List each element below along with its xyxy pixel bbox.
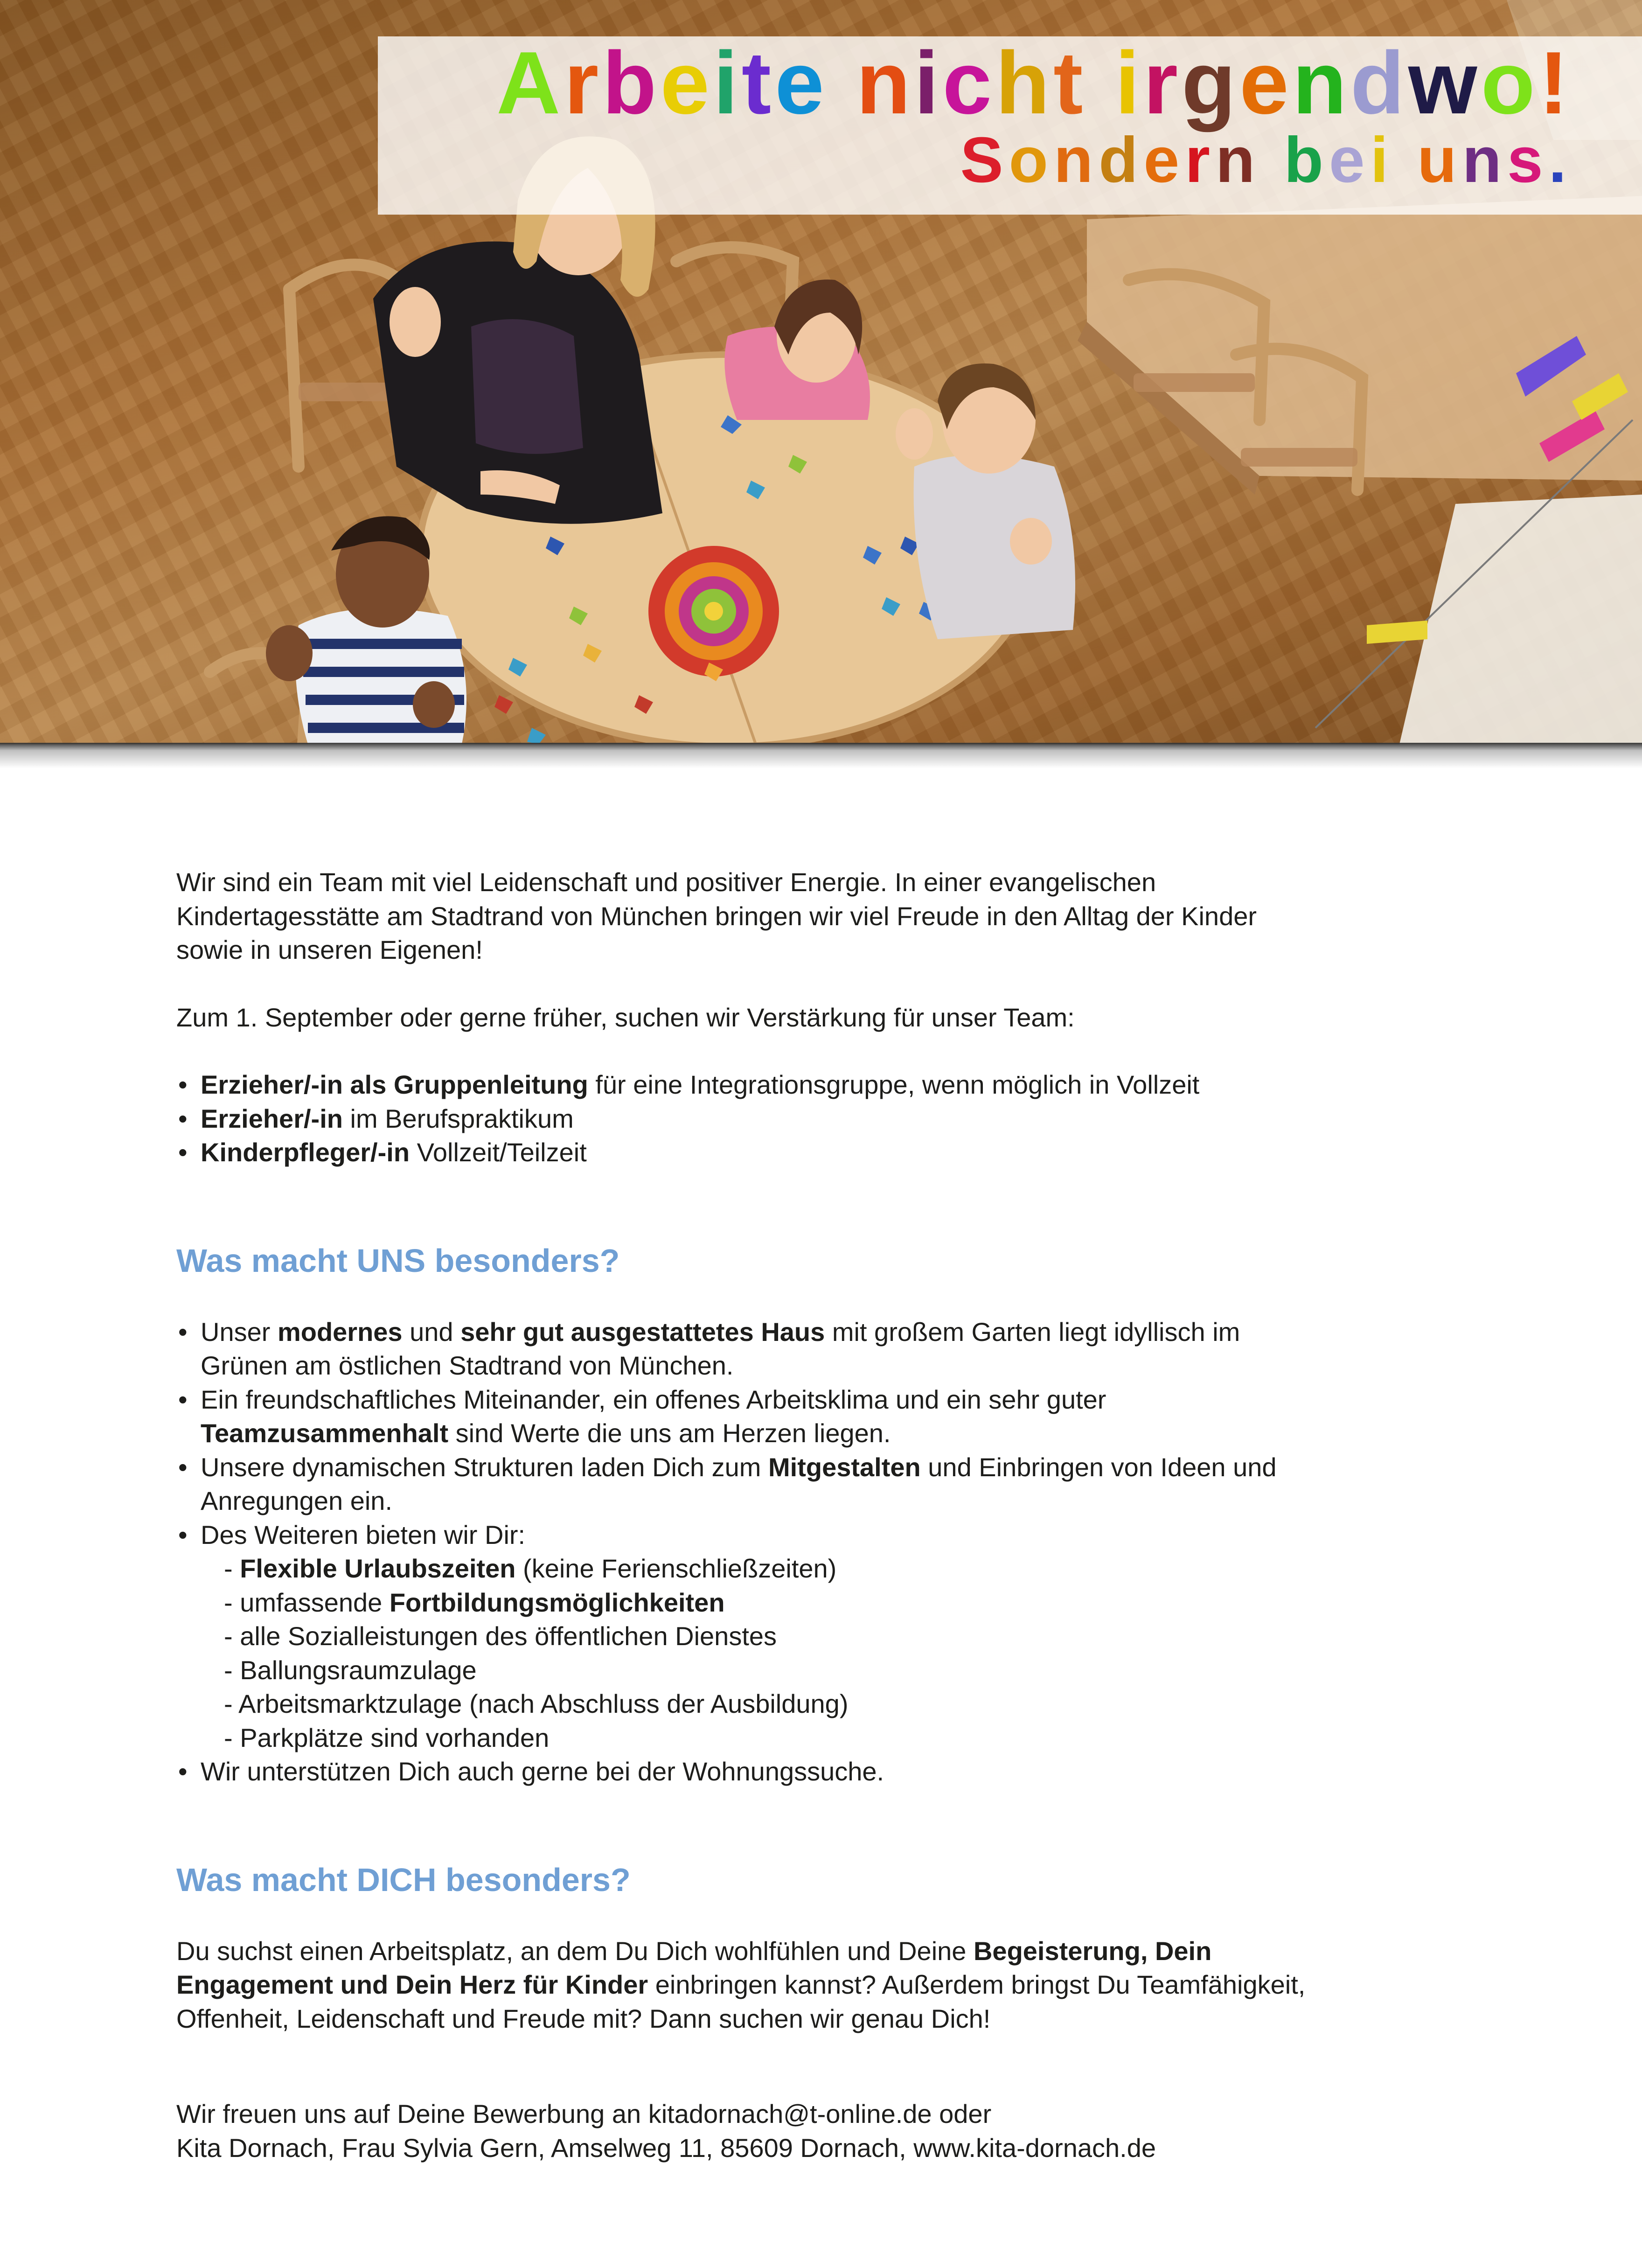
benefit-item: • Unsere dynamischen Strukturen laden Dich zum Mitgestalten und Einbringen von Ideen und Anregungen ein. (176, 1451, 1324, 1518)
sub-benefit-item: - Flexible Urlaubszeiten (keine Ferienschließzeiten) (224, 1554, 837, 1583)
headline-letter: b (602, 34, 661, 133)
headline-letter: i (713, 34, 742, 133)
headline-letter: d (1099, 124, 1144, 196)
headline-letter: e (1329, 124, 1371, 196)
headline-letter: e (660, 34, 714, 133)
headline-line-1 (496, 32, 1572, 134)
hero-shadow (0, 743, 1642, 768)
intro-paragraph: Wir sind ein Team mit viel Leidenschaft und positiver Energie. In einer evangelischen Kindertagesstätte am Stadtrand von München bringen wir viel Freude in den Alltag der Kinder sowie in unseren Eigenen! (176, 867, 1257, 964)
headline-letter: n (1292, 34, 1350, 133)
benefit-item: • Wir unterstützen Dich auch gerne bei der Wohnungssuche. (176, 1755, 1324, 1789)
job-ad-content (176, 865, 1324, 2165)
headline-letter: s (1507, 124, 1549, 196)
extra-benefits-list (201, 1552, 1324, 1755)
headline-letter: r (1143, 34, 1182, 133)
positions-list (176, 1068, 1324, 1170)
headline-letter: i (1370, 124, 1394, 196)
contact-line-1: Wir freuen uns auf Deine Bewerbung an kitadornach@t-online.de oder (176, 2099, 992, 2128)
headline-letter: i (1115, 34, 1144, 133)
sub-benefit-item: - Ballungsraumzulage (224, 1655, 477, 1685)
sub-benefit-item: - alle Sozialleistungen des öffentlichen Dienstes (224, 1621, 777, 1651)
headline-letter: A (496, 34, 564, 133)
headline-letter: r (564, 34, 603, 133)
position-item: • Erzieher/-in als Gruppenleitung für eine Integrationsgruppe, wenn möglich in Vollzeit (176, 1068, 1324, 1102)
headline-letter: w (1408, 34, 1481, 133)
section-heading-dich: Was macht DICH besonders? (176, 1861, 631, 1898)
headline-line-2 (960, 120, 1572, 200)
headline-letter: n (1462, 124, 1507, 196)
headline-letter: o (1481, 34, 1539, 133)
headline-letter: e (775, 34, 828, 133)
headline-letter: u (1417, 124, 1462, 196)
headline-letter: h (995, 34, 1054, 133)
headline-letter: r (1185, 124, 1216, 196)
headline-letter: e (1143, 124, 1185, 196)
opening-line: Zum 1. September oder gerne früher, suchen wir Verstärkung für unser Team: (176, 1002, 1075, 1032)
headline-letter: t (1053, 34, 1087, 133)
headline-letter: n (1215, 124, 1261, 196)
contact-line-2: Kita Dornach, Frau Sylvia Gern, Amselweg 11, 85609 Dornach, www.kita-dornach.de (176, 2133, 1156, 2163)
headline-letter: . (1548, 124, 1572, 196)
position-item: • Erzieher/-in im Berufspraktikum (176, 1102, 1324, 1136)
headline-letter: t (741, 34, 775, 133)
sub-benefit-item: - Arbeitsmarktzulage (nach Abschluss der Ausbildung) (224, 1689, 849, 1718)
sub-benefit-item: - Parkplätze sind vorhanden (224, 1723, 550, 1752)
benefit-item: • Ein freundschaftliches Miteinander, ein offenes Arbeitsklima und ein sehr guter Teamzusammenhalt sind Werte die uns am Herzen liegen. (176, 1383, 1324, 1451)
headline-letter: c (942, 34, 996, 133)
benefits-list (176, 1315, 1324, 1789)
dich-paragraph: Du suchst einen Arbeitsplatz, an dem Du Dich wohlfühlen und Deine Begeisterung, Dein Engagement und Dein Herz für Kinder einbringen kannst? Außerdem bringst Du Teamfähigkeit, Offenheit, Leidenschaft und Freude mit? Dann suchen wir genau Dich! (176, 1936, 1306, 2033)
benefit-item: • Unser modernes und sehr gut ausgestattetes Haus mit großem Garten liegt idyllisch im Grünen am östlichen Stadtrand von München. (176, 1315, 1324, 1383)
headline-letter: i (914, 34, 943, 133)
headline-letter: ! (1538, 34, 1572, 133)
hero-photo (0, 0, 1642, 744)
section-heading-uns: Was macht UNS besonders? (176, 1242, 620, 1279)
sub-benefit-item: - umfassende Fortbildungsmöglichkeiten (224, 1587, 725, 1617)
headline-letter: e (1239, 34, 1293, 133)
benefit-item: • Des Weiteren bieten wir Dir: - Flexible Urlaubszeiten (keine Ferienschließzeiten) - umfassende Fortbildungsmöglichkeiten - alle Sozialleistungen des öffentlichen Dienstes - Ballungsraumzulage - Arbeitsmarktzulage (nach Abschluss der Ausbildung) - Parkplätze sind vorhanden (176, 1518, 1324, 1755)
headline-letter: b (1284, 124, 1329, 196)
headline-letter: d (1350, 34, 1408, 133)
headline-letter: n (1053, 124, 1099, 196)
headline-letter: n (856, 34, 914, 133)
headline-letter: S (960, 124, 1009, 196)
position-item: • Kinderpfleger/-in Vollzeit/Teilzeit (176, 1136, 1324, 1170)
headline-letter: o (1009, 124, 1054, 196)
headline-letter: g (1182, 34, 1240, 133)
